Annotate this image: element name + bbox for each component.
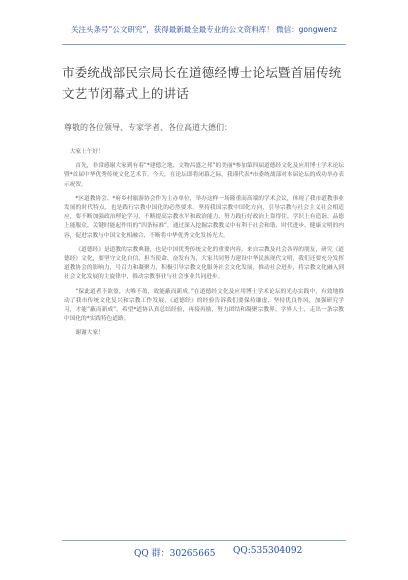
body-paragraph-2: *区道教协会、*府乡村旅游协会作为主办单位，举办这样一场隆重而高端的学术会议，体现了我市道教事业发展的时代特点，也是践行宗教中国化的必然要求。坚持我国宗教中国化方向，引导宗教与社会主义社会相适应，要不断加强政治理论学习，不断提高宗教水平和政治能力，努力践行好政治上靠得住、学识上有造诣、品德上能服众、关键时能起作用的“四条标准”，通过深入挖掘宗教教义中有利于社会和谐、时代进步、健康文明的内容，促进宗教与中国文化相融合，不断将中华优秀文化发扬光大。 — [64, 195, 344, 239]
banner-text: 关注头条号“公文研究”，获得最新最全最专业的公文资料库！ 微信：gongwenz — [71, 25, 337, 34]
body-paragraph-4: “保此道者不欲盈，夫唯不盈，故能蔽而新成。”在道德经文化及应用博士学术论坛的光办实践中，有效地推动了我市传统文化复兴和宗教工作发展，《道德经》的经验告诉我们要保持谦虚，坚持优良作风，加强研究学习，才能“蔽而新成”。希望*道协认真总结经验，再接再励，努力团结和凝聚宗教界、学界人士，走出一条宗教中国化的*实践特色道路。 — [64, 288, 344, 323]
header-banner — [62, 24, 346, 45]
body-paragraph-1: 首先，非常感谢大家到有着“*建德之地、文物昌盛之邦”的美丽*参加第四届道德经文化及应用博士学术论坛暨*首届中华优秀传统文化艺术节。今天，在论坛即将闭幕之际，我谨代表*市委统战部对本届论坛的成功举办表示祝贺。 — [64, 163, 344, 188]
footer-qq-group: QQ 群：30265665 — [134, 549, 216, 559]
footer-contact — [62, 540, 346, 559]
body-paragraph-3: 《道德经》是道教的宗教典籍，也是中国优秀传统文化的重要内容，来自宗教及社会各界的朋友，研究《道德经》文化，要坚守文化自信、担当使命、奋发有为，大家共同努力建设中华民族现代文明，我们还要充分发挥道教协会的影响力，号召力和凝聚力，积极引导宗教文化服务社会文化发展，推动社会进步，将宗教文化融入到社会文化发展的主旋律中，推动宗教事业与社会事业共同进步。 — [64, 246, 344, 281]
speech-body — [64, 148, 344, 344]
closing-paragraph: 谢谢大家！ — [75, 330, 104, 337]
footer-qq-number: QQ:535304092 — [233, 546, 303, 556]
document-title: 市委统战部民宗局长在道德经博士论坛暨首届传统文艺节闭幕式上的讲话 — [62, 65, 342, 101]
salutation: 尊敬的各位领导、专家学者、各位高道大德们： — [64, 123, 232, 132]
greeting-paragraph: 大家上午好！ — [69, 149, 104, 155]
